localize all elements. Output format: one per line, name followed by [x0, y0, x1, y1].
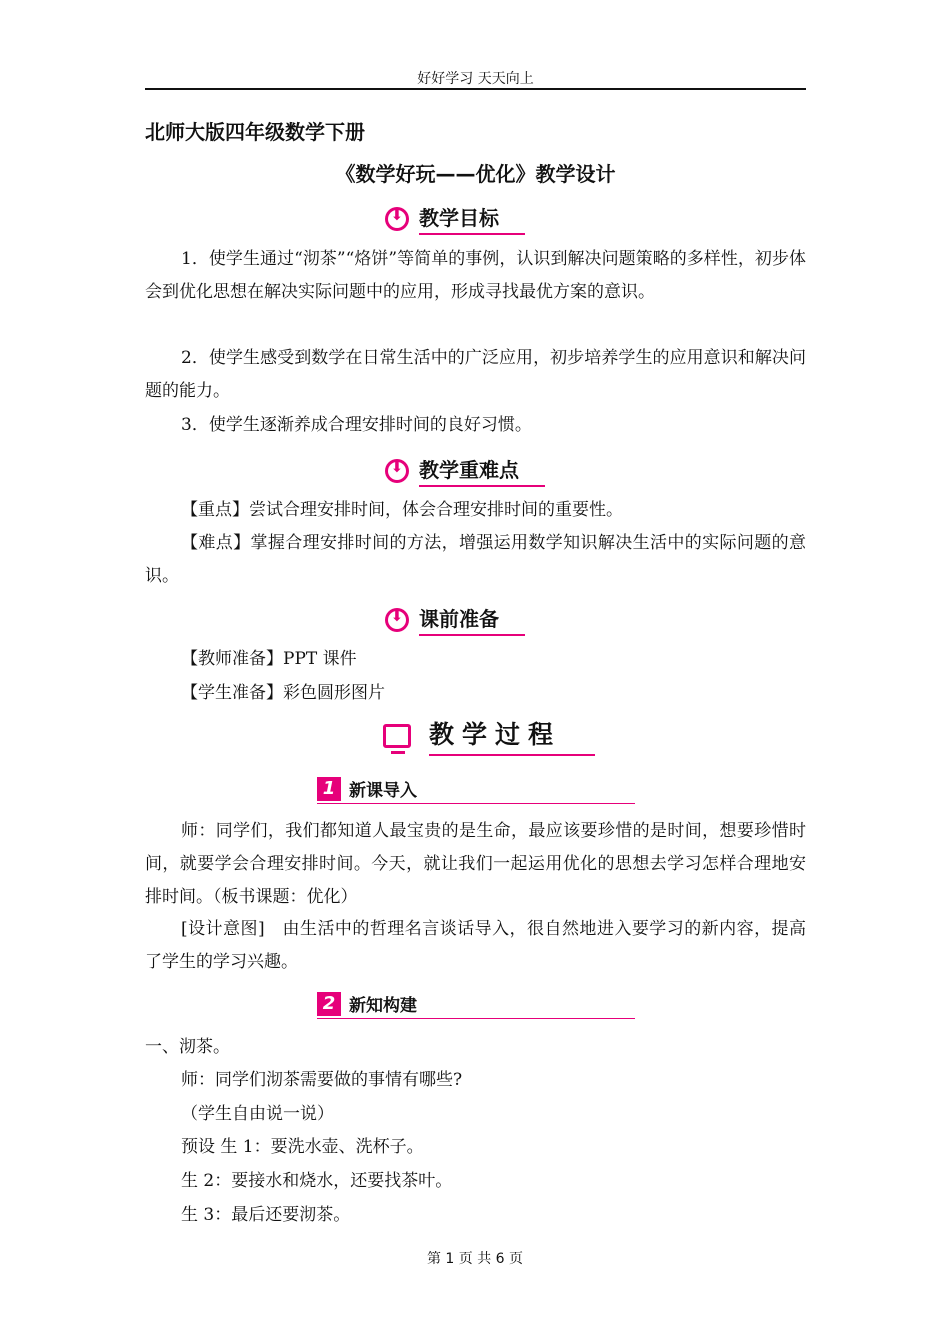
download-arrow-icon	[385, 459, 409, 483]
section-key	[385, 454, 545, 487]
section-key-label: 教学重难点	[419, 454, 545, 487]
design-intent: [设计意图] 由生活中的哲理名言谈话导入，很自然地进入要学习的新内容，提高了学生的学习兴趣。	[145, 919, 806, 972]
download-arrow-icon	[385, 608, 409, 632]
page-header: 好好学习 天天向上	[417, 71, 534, 87]
subsection-build	[317, 991, 635, 1019]
difficult-point: 【难点】掌握合理安排时间的方法，增强运用数学知识解决生活中的实际问题的意识。	[145, 533, 806, 586]
document-title: 《数学好玩——优化》教学设计	[335, 162, 616, 186]
goal-1: 1．使学生通过“沏茶”“烙饼”等简单的事例，认识到解决问题策略的多样性，初步体会到优化思想在解决实际问题中的应用，形成寻找最优方案的意识。	[145, 249, 806, 302]
goal-3: 3．使学生逐渐养成合理安排时间的良好习惯。	[181, 415, 532, 435]
section-process	[383, 715, 595, 756]
header-rule	[145, 88, 806, 90]
build-line: （学生自由说一说）	[181, 1104, 334, 1124]
build-heading: 一、沏茶。	[145, 1037, 230, 1057]
subsection-intro-label: 新课导入	[349, 781, 417, 801]
page-footer: 第 1 页 共 6 页	[426, 1251, 524, 1267]
goal-2: 2．使学生感受到数学在日常生活中的广泛应用，初步培养学生的应用意识和解决问题的能力。	[145, 348, 806, 401]
subsection-intro	[317, 776, 635, 804]
section-prep	[385, 603, 525, 636]
build-line: 预设 生 1：要洗水壶、洗杯子。	[181, 1137, 424, 1157]
number-badge-icon: 1	[317, 777, 341, 801]
section-process-label: 教学过程	[429, 715, 595, 756]
download-arrow-icon	[385, 207, 409, 231]
section-prep-label: 课前准备	[419, 603, 525, 636]
intro-paragraph: 师：同学们，我们都知道人最宝贵的是生命，最应该要珍惜的是时间，想要珍惜时间，就要学会合理安排时间。今天，就让我们一起运用优化的思想去学习怎样合理地安排时间。（板书课题：优化）	[145, 821, 806, 907]
section-goals-label: 教学目标	[419, 202, 525, 235]
build-line: 生 3：最后还要沏茶。	[181, 1205, 351, 1225]
build-line: 生 2：要接水和烧水，还要找茶叶。	[181, 1171, 453, 1191]
teacher-prep: 【教师准备】PPT 课件	[181, 649, 357, 669]
book-title: 北师大版四年级数学下册	[145, 120, 365, 144]
monitor-icon	[383, 724, 411, 748]
key-point: 【重点】尝试合理安排时间，体会合理安排时间的重要性。	[181, 500, 623, 520]
student-prep: 【学生准备】彩色圆形图片	[181, 683, 385, 703]
number-badge-icon: 2	[317, 992, 341, 1016]
subsection-build-label: 新知构建	[349, 996, 417, 1016]
build-line: 师：同学们沏茶需要做的事情有哪些?	[181, 1070, 463, 1090]
section-goals	[385, 202, 525, 235]
